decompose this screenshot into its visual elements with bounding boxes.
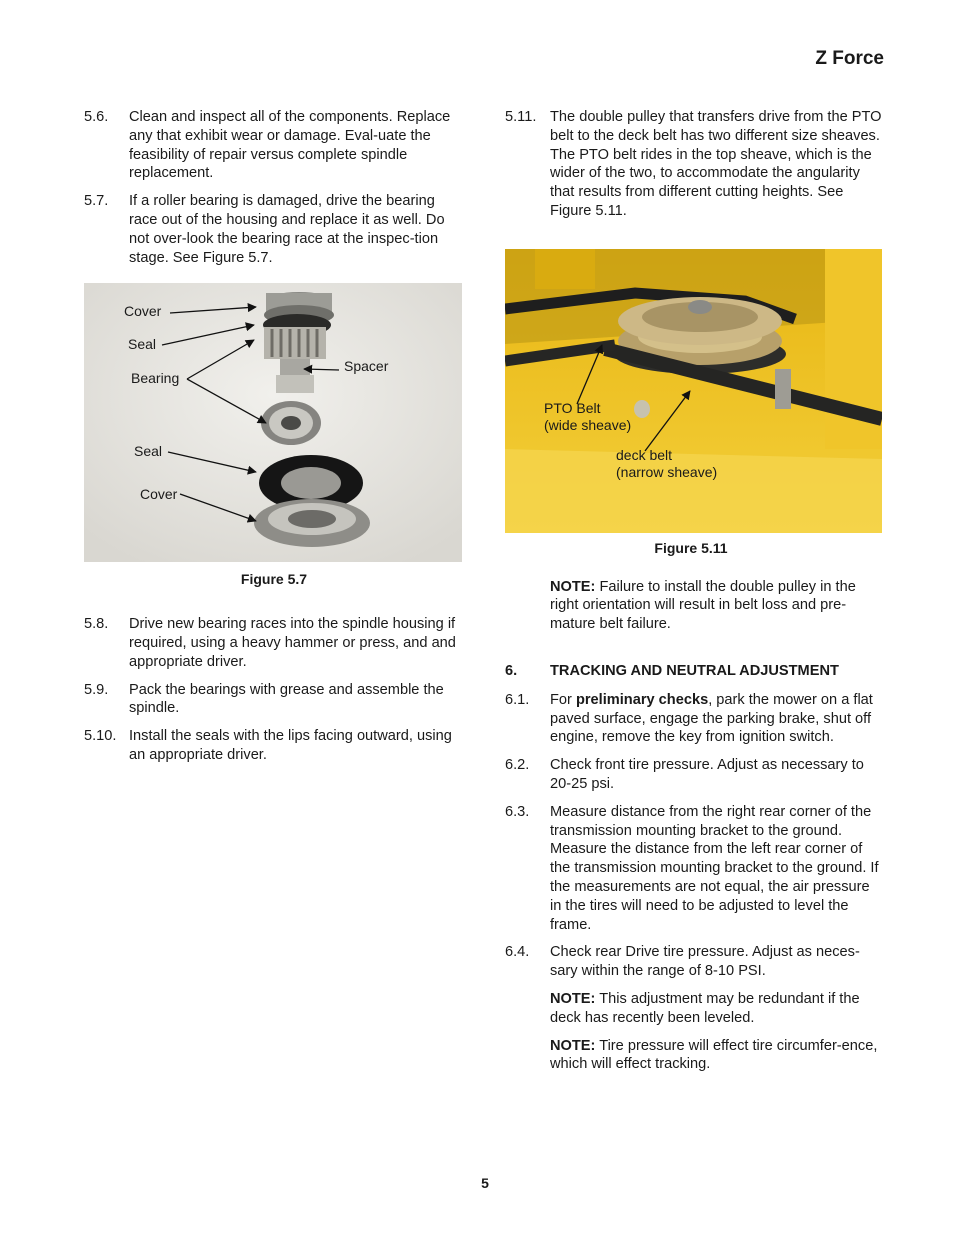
list-item-6-2 bbox=[505, 756, 885, 794]
label-cover-top: Cover bbox=[124, 303, 162, 320]
list-item-5-7 bbox=[84, 192, 464, 267]
list-item-5-9 bbox=[84, 681, 464, 719]
item-text: Measure distance from the right rear corner of the transmission mounting bracket to the ground. Measure the distance from the left rear corner of the transmission mounting bracket to the ground. If the measurements are not equal, the air pressure in the tires will need to be adjusted to level the frame. bbox=[550, 803, 879, 933]
page-number: 5 bbox=[481, 1175, 489, 1191]
item-number: 5.9. bbox=[84, 681, 109, 698]
item-number: 5.7. bbox=[84, 193, 109, 210]
item-number: 5.11. bbox=[505, 109, 537, 125]
figure-5-7-caption: Figure 5.7 bbox=[240, 571, 308, 588]
item-text-post: , park the mower on a flat paved surface, engage the parking brake, shut off engine, remove the key from ignition switch. bbox=[550, 691, 873, 746]
item-text: If a roller bearing is damaged, drive the bearing race out of the housing and replace it as well. Do not over-look the bearing race at the inspec-tion stage. See Figure 5.7. bbox=[129, 193, 445, 266]
figure-5-11-pulley-photo bbox=[505, 249, 882, 533]
list-item-6-1 bbox=[505, 691, 885, 747]
note-label: NOTE: bbox=[550, 1037, 596, 1054]
note-redundant bbox=[550, 990, 885, 1028]
label-deck-line2: (narrow sheave) bbox=[616, 463, 718, 480]
list-item-5-11 bbox=[505, 108, 885, 221]
item-number: 6.3. bbox=[505, 803, 530, 820]
list-item-6-4 bbox=[505, 943, 885, 981]
note-text: Tire pressure will effect tire circumfer-ence, which will effect tracking. bbox=[550, 1037, 878, 1073]
label-pto-belt bbox=[544, 400, 631, 434]
section-number: 6. bbox=[505, 662, 518, 679]
note-text: This adjustment may be redundant if the deck has recently been leveled. bbox=[550, 990, 860, 1026]
note-label: NOTE: bbox=[550, 990, 596, 1007]
item-text bbox=[550, 691, 885, 747]
left-column bbox=[84, 108, 464, 774]
label-deck-line1: deck belt bbox=[616, 446, 673, 463]
section-heading-6 bbox=[505, 662, 885, 681]
item-text: Check front tire pressure. Adjust as necessary to 20-25 psi. bbox=[550, 757, 864, 792]
list-item-6-3 bbox=[505, 803, 885, 935]
item-number: 5.6. bbox=[84, 109, 109, 125]
spindle-parts-illustration bbox=[84, 283, 462, 562]
figure-5-7-spindle-photo bbox=[84, 283, 462, 562]
item-text-pre: For bbox=[550, 691, 576, 708]
item-text: Pack the bearings with grease and assemble the spindle. bbox=[129, 681, 444, 717]
label-cover-bottom: Cover bbox=[140, 486, 178, 503]
item-text: Clean and inspect all of the components. Replace any that exhibit wear or damage. Eval-uate the feasibility of repair versus complete spindle replacement. bbox=[129, 109, 451, 182]
label-pto-line1: PTO Belt bbox=[544, 399, 601, 416]
section-title: TRACKING AND NEUTRAL ADJUSTMENT bbox=[550, 662, 839, 679]
list-item-5-8 bbox=[84, 615, 464, 671]
document-title: Z Force bbox=[815, 48, 884, 69]
item-text: The double pulley that transfers drive from the PTO belt to the deck belt has two different size sheaves. The PTO belt rides in the top sheave, which is the wider of the two, to accommodate the angularity that results from different cutting heights. See Figure 5.11. bbox=[550, 109, 882, 219]
list-item-5-6 bbox=[84, 108, 464, 183]
item-number: 6.2. bbox=[505, 757, 530, 774]
note-pulley bbox=[550, 578, 885, 634]
list-item-5-10 bbox=[84, 727, 464, 765]
note-tire-pressure bbox=[550, 1037, 885, 1075]
item-text: Install the seals with the lips facing outward, using an appropriate driver. bbox=[129, 728, 452, 763]
note-text: Failure to install the double pulley in the right orientation will result in belt loss and pre-mature belt failure. bbox=[550, 578, 856, 633]
label-seal-top: Seal bbox=[128, 336, 157, 353]
label-bearing: Bearing bbox=[131, 370, 180, 387]
pulley-illustration bbox=[505, 249, 882, 533]
item-number: 5.8. bbox=[84, 616, 109, 633]
item-number: 5.10. bbox=[84, 728, 117, 745]
label-seal-bottom: Seal bbox=[134, 443, 163, 460]
right-column bbox=[505, 108, 885, 1083]
label-spacer: Spacer bbox=[344, 358, 389, 375]
label-deck-belt bbox=[616, 447, 717, 481]
note-label: NOTE: bbox=[550, 578, 596, 595]
item-text: Check rear Drive tire pressure. Adjust as neces-sary within the range of 8-10 PSI. bbox=[550, 944, 860, 980]
item-text: Drive new bearing races into the spindle housing if required, using a heavy hammer or press, and and appropriate driver. bbox=[129, 616, 456, 670]
figure-5-11-caption: Figure 5.11 bbox=[654, 539, 728, 556]
item-number: 6.4. bbox=[505, 944, 530, 961]
label-pto-line2: (wide sheave) bbox=[544, 416, 632, 433]
item-text-bold: preliminary checks bbox=[575, 691, 709, 708]
item-number: 6.1. bbox=[505, 691, 530, 708]
